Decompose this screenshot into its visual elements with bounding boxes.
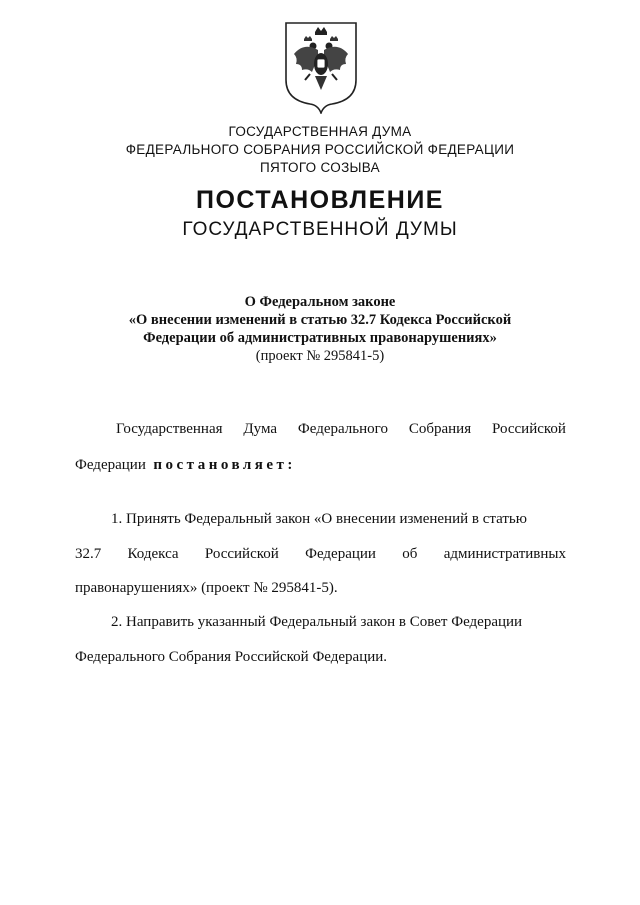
intro-line-2: [75, 457, 296, 474]
item-1-word: 32.7: [75, 546, 102, 562]
intro-word: Собрания: [408, 421, 472, 437]
intro-word: Российской: [492, 421, 566, 437]
item-1-word: Российской: [204, 546, 279, 562]
item-1-line-2: [75, 546, 566, 563]
item-1-word: об: [402, 546, 418, 562]
item-1-word: административных: [443, 546, 566, 562]
subject-line-2: «О внесении изменений в статью 32.7 Кодекса Российской: [128, 312, 512, 328]
header-line-2: ФЕДЕРАЛЬНОГО СОБРАНИЯ РОССИЙСКОЙ ФЕДЕРАЦИИ: [125, 142, 515, 157]
item-1-line-3: правонарушениях» (проект № 295841-5).: [75, 580, 338, 596]
intro-line-1: [116, 421, 566, 438]
header-line-1: ГОСУДАРСТВЕННАЯ ДУМА: [228, 124, 412, 139]
item-1-line-1: 1. Принять Федеральный закон «О внесении изменений в статью: [111, 511, 527, 527]
item-2-line-1: 2. Направить указанный Федеральный закон в Совет Федерации: [111, 614, 523, 630]
item-1-word: Федерации: [305, 546, 376, 562]
intro-word: Федерального: [297, 421, 388, 437]
item-1-word: Кодекса: [127, 546, 179, 562]
document-subtitle: ГОСУДАРСТВЕННОЙ ДУМЫ: [182, 219, 458, 240]
document-title: ПОСТАНОВЛЕНИЕ: [196, 186, 444, 214]
subject-line-1: О Федеральном законе: [244, 294, 396, 310]
coat-of-arms-icon: [282, 20, 360, 114]
intro-prefix: Федерации: [75, 457, 146, 473]
intro-word: Государственная: [116, 421, 223, 437]
resolution-verb: постановляет:: [153, 457, 296, 473]
intro-word: Дума: [243, 421, 278, 437]
subject-line-4: (проект № 295841-5): [255, 348, 385, 364]
subject-line-3: Федерации об административных правонарушениях»: [143, 330, 497, 346]
header-line-3: ПЯТОГО СОЗЫВА: [260, 160, 380, 175]
item-2-line-2: Федерального Собрания Российской Федерации.: [75, 649, 388, 665]
